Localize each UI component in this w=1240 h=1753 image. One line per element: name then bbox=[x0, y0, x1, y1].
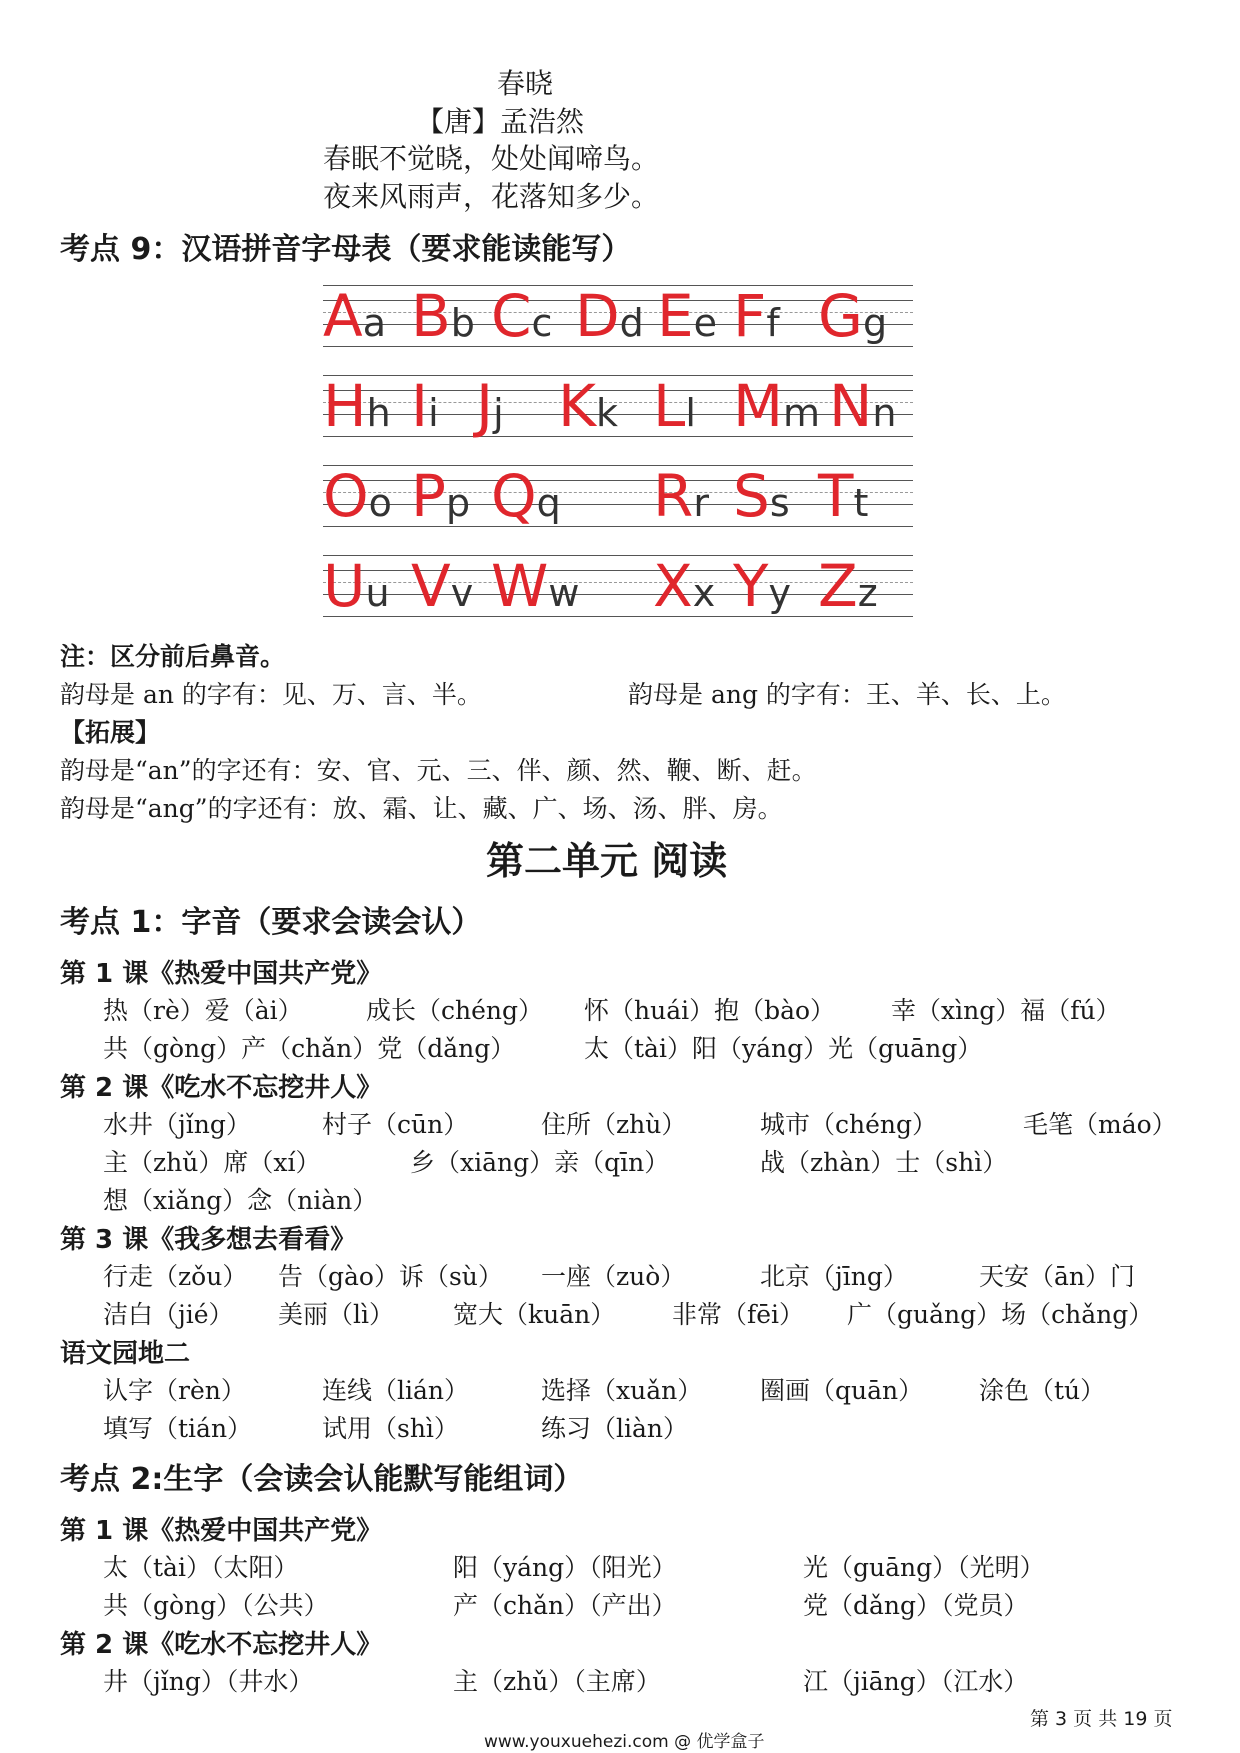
uppercase-letter: P bbox=[411, 462, 446, 530]
extend-ang: 韵母是“ang”的字还有：放、霜、让、藏、广、场、汤、胖、房。 bbox=[60, 794, 783, 823]
uppercase-letter: M bbox=[733, 372, 784, 440]
writing-lines-row bbox=[323, 282, 913, 350]
word-item: 毛笔（máo） bbox=[1023, 1110, 1177, 1139]
uppercase-letter: Z bbox=[818, 552, 858, 620]
lowercase-letter: k bbox=[596, 391, 619, 435]
word-item: 太（tài）（太阳） bbox=[103, 1553, 299, 1582]
word-item: 水井（jǐng） bbox=[103, 1110, 251, 1139]
word-item: 圈画（quān） bbox=[760, 1376, 924, 1405]
site-credit: www.youxuehezi.com @ 优学盒子 bbox=[484, 1732, 765, 1752]
uppercase-letter: H bbox=[323, 372, 367, 440]
word-item: 美丽（lì） bbox=[278, 1300, 394, 1329]
lowercase-letter: x bbox=[692, 571, 716, 615]
word-item: 战（zhàn）士（shì） bbox=[760, 1148, 1008, 1177]
lowercase-letter: p bbox=[445, 481, 471, 525]
word-item: 村子（cūn） bbox=[322, 1110, 469, 1139]
kd2-lesson1-title: 第 1 课《热爱中国共产党》 bbox=[60, 1516, 383, 1546]
uppercase-letter: K bbox=[558, 372, 597, 440]
uppercase-letter: J bbox=[476, 372, 494, 440]
word-item: 天安（ān）门 bbox=[979, 1262, 1136, 1291]
uppercase-letter: T bbox=[818, 462, 854, 530]
writing-lines-row bbox=[323, 552, 913, 620]
letter-pair bbox=[323, 462, 392, 534]
uppercase-letter: W bbox=[491, 552, 549, 620]
word-item: 幸（xìng）福（fú） bbox=[891, 996, 1121, 1025]
uppercase-letter: Y bbox=[733, 552, 769, 620]
word-item: 北京（jīng） bbox=[760, 1262, 908, 1291]
writing-lines-row bbox=[323, 462, 913, 530]
letter-pair bbox=[411, 462, 471, 534]
word-item: 涂色（tú） bbox=[979, 1376, 1106, 1405]
letter-pair bbox=[653, 462, 709, 534]
poem-line-1: 春眠不觉晓，处处闻啼鸟。 bbox=[323, 142, 660, 175]
letter-pair bbox=[733, 372, 821, 444]
word-item: 广（guǎng）场（chǎng） bbox=[847, 1300, 1154, 1329]
uppercase-letter: V bbox=[411, 552, 451, 620]
word-item: 宽大（kuān） bbox=[453, 1300, 616, 1329]
extend-label: 【拓展】 bbox=[60, 718, 161, 747]
lowercase-letter: f bbox=[766, 301, 780, 345]
word-item: 太（tài）阳（yáng）光（guāng） bbox=[584, 1034, 983, 1063]
word-item: 连线（lián） bbox=[322, 1376, 469, 1405]
lowercase-letter: m bbox=[783, 391, 821, 435]
uppercase-letter: F bbox=[733, 282, 767, 350]
uppercase-letter: Q bbox=[491, 462, 537, 530]
letter-pair bbox=[558, 372, 619, 444]
kd9-heading: 考点 9：汉语拼音字母表（要求能读能写） bbox=[60, 232, 632, 267]
lowercase-letter: g bbox=[862, 301, 888, 345]
uppercase-letter: X bbox=[653, 552, 693, 620]
word-item: 想（xiǎng）念（niàn） bbox=[103, 1186, 378, 1215]
lowercase-letter: w bbox=[548, 571, 580, 615]
word-item: 选择（xuǎn） bbox=[541, 1376, 703, 1405]
writing-lines-row bbox=[323, 372, 913, 440]
word-item: 一座（zuò） bbox=[541, 1262, 686, 1291]
note-label: 注：区分前后鼻音。 bbox=[60, 642, 286, 671]
word-item: 填写（tián） bbox=[103, 1414, 253, 1443]
letter-pair bbox=[653, 372, 696, 444]
letter-pair bbox=[323, 372, 391, 444]
kd1-heading: 考点 1：字音（要求会读会认） bbox=[60, 905, 482, 940]
lowercase-letter: r bbox=[693, 481, 709, 525]
uppercase-letter: U bbox=[323, 552, 366, 620]
uppercase-letter: E bbox=[657, 282, 694, 350]
letter-pair bbox=[491, 552, 580, 624]
lowercase-letter: a bbox=[362, 301, 386, 345]
uppercase-letter: S bbox=[733, 462, 770, 530]
lowercase-letter: y bbox=[768, 571, 791, 615]
extend-an: 韵母是“an”的字还有：安、官、元、三、伴、颜、然、鞭、断、赶。 bbox=[60, 756, 817, 785]
lowercase-letter: l bbox=[685, 391, 696, 435]
kd1-lesson2-title: 第 2 课《吃水不忘挖井人》 bbox=[60, 1073, 383, 1103]
uppercase-letter: B bbox=[411, 282, 451, 350]
lowercase-letter: e bbox=[693, 301, 718, 345]
word-item: 乡（xiāng）亲（qīn） bbox=[410, 1148, 670, 1177]
lowercase-letter: v bbox=[450, 571, 474, 615]
poem-line-2: 夜来风雨声，花落知多少。 bbox=[323, 180, 660, 213]
letter-pair bbox=[733, 462, 790, 534]
word-item: 江（jiāng）（江水） bbox=[803, 1667, 1029, 1696]
letter-pair bbox=[491, 462, 561, 534]
lowercase-letter: u bbox=[365, 571, 390, 615]
lowercase-letter: i bbox=[428, 391, 439, 435]
letter-pair bbox=[411, 372, 439, 444]
letter-pair bbox=[653, 552, 716, 624]
word-item: 主（zhǔ）（主席） bbox=[453, 1667, 661, 1696]
word-item: 行走（zǒu） bbox=[103, 1262, 248, 1291]
word-item: 告（gào）诉（sù） bbox=[278, 1262, 503, 1291]
uppercase-letter: I bbox=[411, 372, 429, 440]
lowercase-letter: j bbox=[493, 391, 504, 435]
letter-pair bbox=[323, 282, 386, 354]
letter-pair bbox=[818, 282, 888, 354]
word-item: 产（chǎn）（产出） bbox=[453, 1591, 677, 1620]
word-item: 共（gòng）（公共） bbox=[103, 1591, 329, 1620]
kd1-lesson3-title: 第 3 课《我多想去看看》 bbox=[60, 1225, 357, 1255]
word-item: 怀（huái）抱（bào） bbox=[584, 996, 836, 1025]
letter-pair bbox=[575, 282, 644, 354]
uppercase-letter: C bbox=[491, 282, 532, 350]
lowercase-letter: t bbox=[853, 481, 869, 525]
an-words: 韵母是 an 的字有：见、万、言、半。 bbox=[60, 680, 482, 709]
uppercase-letter: R bbox=[653, 462, 694, 530]
unit-title: 第二单元 阅读 bbox=[486, 839, 728, 883]
kd2-heading: 考点 2:生字（会读会认能默写能组词） bbox=[60, 1462, 584, 1497]
letter-pair bbox=[323, 552, 390, 624]
lowercase-letter: h bbox=[366, 391, 391, 435]
lowercase-letter: q bbox=[536, 481, 561, 525]
kd1-garden-title: 语文园地二 bbox=[60, 1339, 191, 1369]
word-item: 练习（liàn） bbox=[541, 1414, 688, 1443]
uppercase-letter: A bbox=[323, 282, 363, 350]
kd1-lesson1-title: 第 1 课《热爱中国共产党》 bbox=[60, 959, 383, 989]
word-item: 住所（zhù） bbox=[541, 1110, 687, 1139]
word-item: 阳（yáng）（阳光） bbox=[453, 1553, 677, 1582]
poem-author: 【唐】孟浩然 bbox=[416, 105, 585, 138]
uppercase-letter: D bbox=[575, 282, 620, 350]
ang-words: 韵母是 ang 的字有：王、羊、长、上。 bbox=[628, 680, 1066, 709]
uppercase-letter: O bbox=[323, 462, 369, 530]
letter-pair bbox=[411, 282, 475, 354]
word-item: 认字（rèn） bbox=[103, 1376, 246, 1405]
uppercase-letter: L bbox=[653, 372, 686, 440]
word-item: 洁白（jié） bbox=[103, 1300, 234, 1329]
poem-title: 春晓 bbox=[497, 67, 554, 100]
word-item: 热（rè）爱（ài） bbox=[103, 996, 303, 1025]
word-item: 党（dǎng）（党员） bbox=[803, 1591, 1029, 1620]
letter-pair bbox=[818, 552, 878, 624]
lowercase-letter: n bbox=[872, 391, 897, 435]
word-item: 城市（chéng） bbox=[760, 1110, 938, 1139]
letter-pair bbox=[657, 282, 718, 354]
lowercase-letter: b bbox=[450, 301, 475, 345]
word-item: 试用（shì） bbox=[322, 1414, 459, 1443]
lowercase-letter: o bbox=[368, 481, 392, 525]
kd2-lesson2-title: 第 2 课《吃水不忘挖井人》 bbox=[60, 1630, 383, 1660]
word-item: 井（jǐng）（井水） bbox=[103, 1667, 314, 1696]
alphabet-chart bbox=[323, 282, 913, 620]
page-number: 第 3 页 共 19 页 bbox=[1030, 1708, 1173, 1730]
letter-pair bbox=[476, 372, 504, 444]
letter-pair bbox=[733, 552, 791, 624]
word-item: 非常（fēi） bbox=[672, 1300, 805, 1329]
word-item: 成长（chéng） bbox=[366, 996, 544, 1025]
letter-pair bbox=[818, 462, 869, 534]
uppercase-letter: G bbox=[818, 282, 863, 350]
lowercase-letter: c bbox=[531, 301, 553, 345]
word-item: 共（gòng）产（chǎn）党（dǎng） bbox=[103, 1034, 516, 1063]
word-item: 主（zhǔ）席（xí） bbox=[103, 1148, 321, 1177]
letter-pair bbox=[411, 552, 474, 624]
lowercase-letter: s bbox=[769, 481, 790, 525]
uppercase-letter: N bbox=[829, 372, 873, 440]
letter-pair bbox=[491, 282, 553, 354]
lowercase-letter: d bbox=[619, 301, 644, 345]
word-item: 光（guāng）（光明） bbox=[803, 1553, 1045, 1582]
letter-pair bbox=[829, 372, 897, 444]
letter-pair bbox=[733, 282, 780, 354]
lowercase-letter: z bbox=[857, 571, 878, 615]
